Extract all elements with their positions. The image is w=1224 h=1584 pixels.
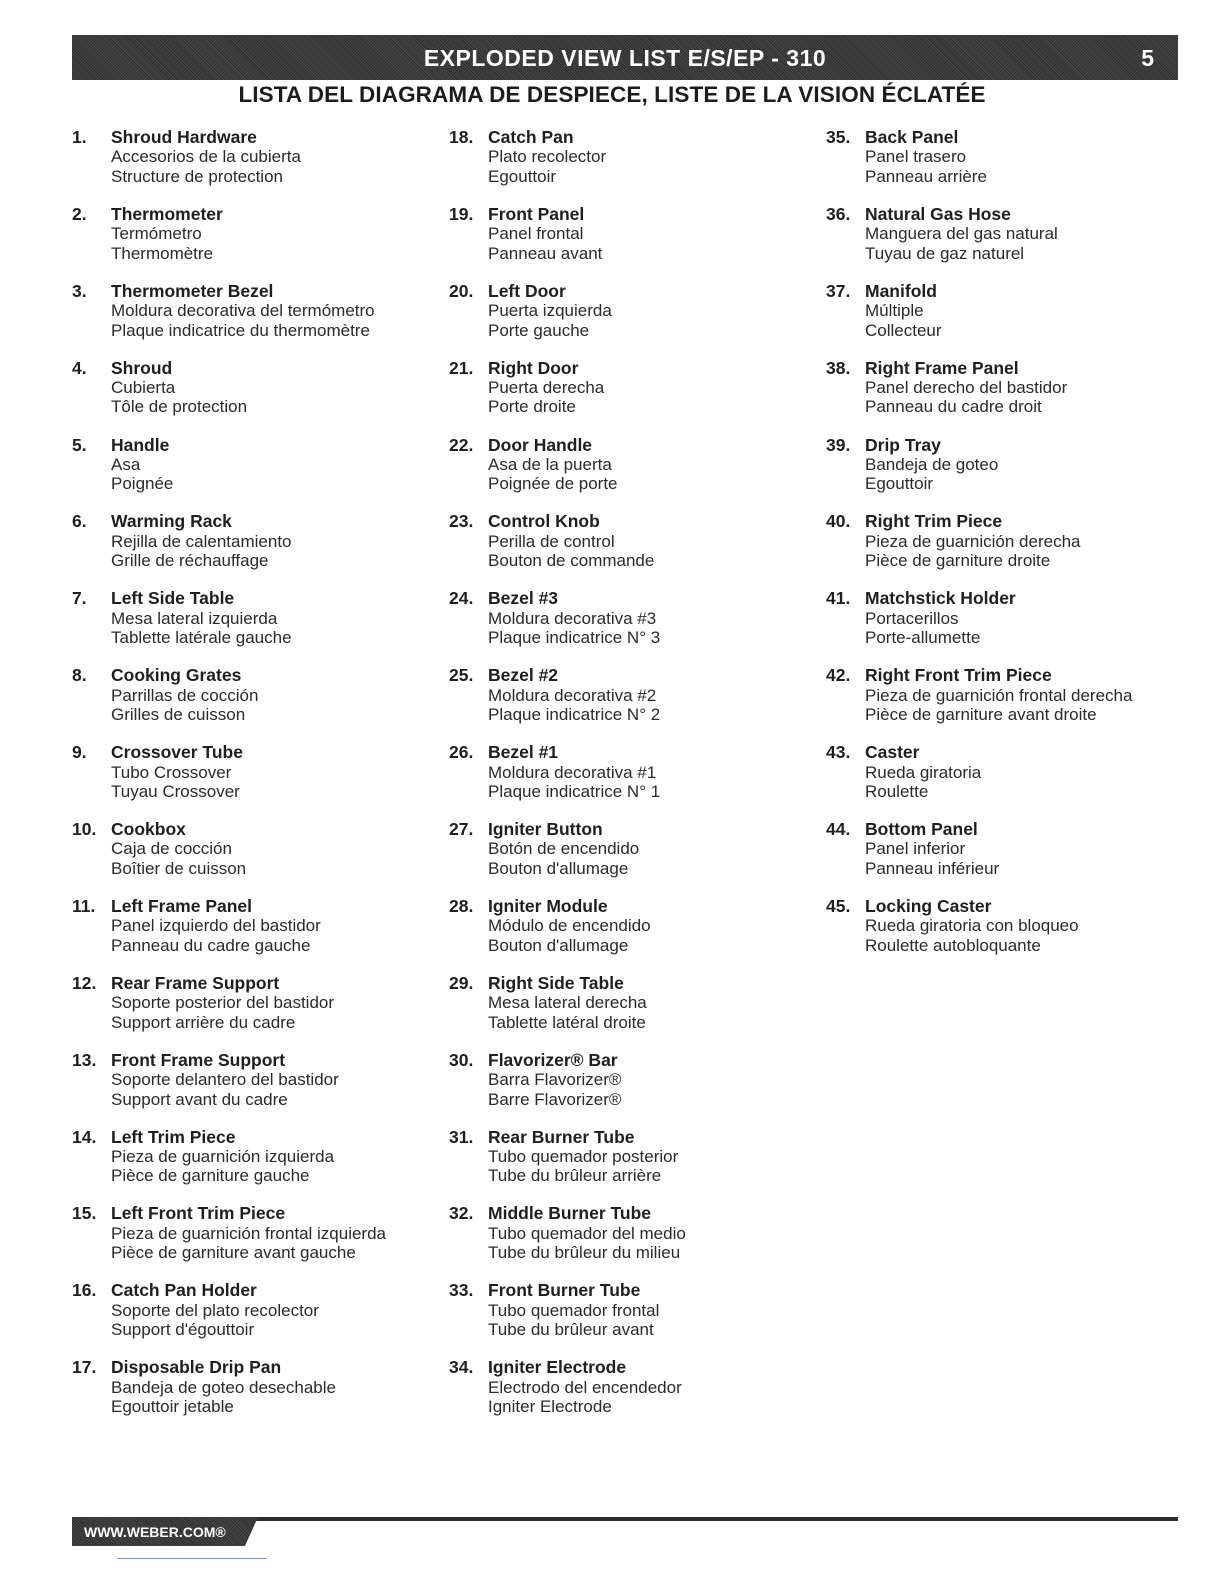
part-name-english: Thermometer Bezel bbox=[111, 280, 274, 301]
part-name-english: Flavorizer® Bar bbox=[488, 1049, 618, 1070]
part-name-spanish: Perilla de control bbox=[488, 531, 615, 551]
part-number: 42. bbox=[826, 665, 851, 686]
part-name-french: Pièce de garniture gauche bbox=[111, 1166, 310, 1186]
part-number: 21. bbox=[449, 357, 474, 378]
part-number: 3. bbox=[72, 280, 87, 301]
part-name-english: Igniter Button bbox=[488, 819, 603, 840]
part-number: 28. bbox=[449, 895, 474, 916]
list-item bbox=[449, 1358, 809, 1435]
list-item bbox=[449, 1128, 809, 1205]
list-item bbox=[826, 512, 1186, 589]
part-names bbox=[488, 512, 654, 570]
part-name-spanish: Puerta izquierda bbox=[488, 301, 612, 321]
part-name-english: Shroud bbox=[111, 357, 173, 378]
part-names bbox=[488, 1204, 686, 1262]
list-item bbox=[72, 205, 432, 282]
part-name-english: Right Front Trim Piece bbox=[865, 665, 1052, 686]
part-name-english: Catch Pan bbox=[488, 127, 574, 147]
part-number: 39. bbox=[826, 434, 851, 455]
part-number: 38. bbox=[826, 357, 851, 378]
list-item bbox=[72, 436, 432, 513]
part-number: 11. bbox=[72, 895, 96, 916]
list-item bbox=[826, 743, 1186, 820]
part-number: 14. bbox=[72, 1126, 97, 1147]
part-name-spanish: Parrillas de cocción bbox=[111, 685, 259, 705]
page-title: EXPLODED VIEW LIST E/S/EP - 310 bbox=[423, 45, 827, 71]
part-name-french: Panneau du cadre droit bbox=[865, 397, 1042, 417]
part-names bbox=[488, 1128, 678, 1186]
part-name-french: Plaque indicatrice du thermomètre bbox=[111, 320, 370, 340]
list-item bbox=[449, 974, 809, 1051]
part-name-spanish: Panel derecho del bastidor bbox=[865, 378, 1068, 398]
list-item bbox=[72, 974, 432, 1051]
part-name-french: Tablette latérale gauche bbox=[111, 628, 292, 648]
list-item bbox=[826, 820, 1186, 897]
part-names bbox=[111, 974, 334, 1032]
list-item bbox=[449, 820, 809, 897]
list-item bbox=[72, 128, 432, 205]
part-name-french: Tube du brûleur arrière bbox=[488, 1166, 662, 1186]
part-name-spanish: Soporte delantero del bastidor bbox=[111, 1070, 339, 1090]
part-names bbox=[488, 897, 651, 955]
part-name-spanish: Accesorios de la cubierta bbox=[111, 147, 301, 167]
list-item bbox=[72, 820, 432, 897]
list-item bbox=[72, 282, 432, 359]
part-name-french: Poignée bbox=[111, 474, 174, 494]
part-name-spanish: Barra Flavorizer® bbox=[488, 1070, 622, 1090]
part-names bbox=[488, 1281, 659, 1339]
part-name-french: Plaque indicatrice N° 3 bbox=[488, 628, 661, 648]
list-item bbox=[449, 1281, 809, 1358]
part-name-english: Control Knob bbox=[488, 511, 600, 532]
part-name-spanish: Puerta derecha bbox=[488, 378, 605, 398]
part-number: 23. bbox=[449, 511, 474, 532]
bottom-divider bbox=[117, 1558, 267, 1559]
page-number: 5 bbox=[1141, 45, 1154, 71]
list-item bbox=[449, 897, 809, 974]
part-names bbox=[865, 282, 942, 340]
part-name-spanish: Plato recolector bbox=[488, 147, 607, 167]
part-name-spanish: Moldura decorativa del termómetro bbox=[111, 301, 375, 321]
part-name-english: Back Panel bbox=[865, 127, 959, 147]
part-names bbox=[865, 205, 1058, 263]
part-number: 27. bbox=[449, 819, 474, 840]
part-names bbox=[111, 820, 246, 878]
part-name-english: Rear Frame Support bbox=[111, 972, 280, 993]
part-names bbox=[111, 589, 292, 647]
header-bar bbox=[72, 35, 1178, 80]
list-item bbox=[72, 743, 432, 820]
part-number: 18. bbox=[449, 127, 474, 147]
list-item bbox=[72, 589, 432, 666]
part-name-spanish: Tubo quemador frontal bbox=[488, 1300, 660, 1320]
part-names bbox=[488, 282, 612, 340]
parts-column-3 bbox=[826, 128, 1186, 974]
part-number: 2. bbox=[72, 203, 87, 224]
part-name-english: Igniter Electrode bbox=[488, 1357, 627, 1378]
part-name-french: Roulette autobloquante bbox=[865, 935, 1041, 955]
part-name-english: Bezel #1 bbox=[488, 742, 559, 763]
part-name-english: Natural Gas Hose bbox=[865, 203, 1011, 224]
list-item bbox=[72, 1281, 432, 1358]
part-names bbox=[865, 359, 1067, 417]
part-names bbox=[865, 589, 1016, 647]
part-name-french: Egouttoir bbox=[488, 166, 557, 186]
part-name-spanish: Mesa lateral izquierda bbox=[111, 608, 278, 628]
part-name-french: Tuyau de gaz naturel bbox=[865, 243, 1025, 263]
list-item bbox=[449, 743, 809, 820]
part-number: 17. bbox=[72, 1357, 97, 1378]
part-names bbox=[111, 666, 258, 724]
part-name-spanish: Soporte posterior del bastidor bbox=[111, 993, 335, 1013]
part-name-french: Bouton de commande bbox=[488, 551, 655, 571]
part-name-french: Grille de réchauffage bbox=[111, 551, 269, 571]
part-name-french: Poignée de porte bbox=[488, 474, 618, 494]
part-names bbox=[865, 512, 1080, 570]
part-name-english: Door Handle bbox=[488, 434, 593, 455]
part-number: 26. bbox=[449, 742, 474, 763]
part-name-spanish: Caja de cocción bbox=[111, 839, 232, 859]
part-number: 31. bbox=[449, 1126, 474, 1147]
part-name-english: Left Front Trim Piece bbox=[111, 1203, 286, 1224]
list-item bbox=[449, 1051, 809, 1128]
part-number: 6. bbox=[72, 511, 87, 532]
list-item bbox=[72, 897, 432, 974]
list-item bbox=[449, 589, 809, 666]
part-name-french: Panneau du cadre gauche bbox=[111, 935, 311, 955]
part-name-english: Caster bbox=[865, 742, 920, 763]
part-name-french: Pièce de garniture avant droite bbox=[865, 705, 1097, 725]
part-name-french: Tube du brûleur avant bbox=[488, 1320, 654, 1340]
part-number: 36. bbox=[826, 203, 851, 224]
part-name-english: Drip Tray bbox=[865, 434, 941, 455]
part-names bbox=[111, 359, 247, 417]
part-name-french: Pièce de garniture droite bbox=[865, 551, 1051, 571]
parts-column-1 bbox=[72, 128, 432, 1435]
part-name-english: Locking Caster bbox=[865, 895, 992, 916]
part-name-french: Roulette bbox=[865, 781, 929, 801]
list-item bbox=[72, 512, 432, 589]
list-item bbox=[72, 1051, 432, 1128]
part-name-french: Porte droite bbox=[488, 397, 576, 417]
part-name-english: Rear Burner Tube bbox=[488, 1126, 635, 1147]
list-item bbox=[72, 1358, 432, 1435]
part-number: 30. bbox=[449, 1049, 474, 1070]
part-name-spanish: Electrodo del encendedor bbox=[488, 1377, 682, 1397]
list-item bbox=[449, 205, 809, 282]
part-name-french: Bouton d'allumage bbox=[488, 858, 629, 878]
part-name-spanish: Soporte del plato recolector bbox=[111, 1300, 319, 1320]
part-name-spanish: Moldura decorativa #3 bbox=[488, 608, 657, 628]
part-name-french: Bouton d'allumage bbox=[488, 935, 629, 955]
part-number: 12. bbox=[72, 972, 97, 993]
part-names bbox=[111, 512, 292, 570]
part-name-english: Front Burner Tube bbox=[488, 1280, 641, 1301]
part-names bbox=[488, 359, 604, 417]
list-item bbox=[449, 1204, 809, 1281]
part-name-spanish: Múltiple bbox=[865, 301, 924, 321]
list-item bbox=[826, 359, 1186, 436]
part-name-french: Plaque indicatrice N° 1 bbox=[488, 781, 661, 801]
part-name-french: Thermomètre bbox=[111, 243, 214, 263]
part-names bbox=[111, 743, 243, 801]
list-item bbox=[826, 128, 1186, 205]
part-name-spanish: Pieza de guarnición frontal derecha bbox=[865, 685, 1133, 705]
part-name-french: Tube du brûleur du milieu bbox=[488, 1243, 681, 1263]
part-name-english: Cooking Grates bbox=[111, 665, 242, 686]
part-number: 1. bbox=[72, 127, 87, 147]
part-number: 45. bbox=[826, 895, 851, 916]
part-number: 16. bbox=[72, 1280, 97, 1301]
part-name-english: Warming Rack bbox=[111, 511, 232, 532]
part-name-spanish: Pieza de guarnición derecha bbox=[865, 531, 1081, 551]
part-name-french: Support avant du cadre bbox=[111, 1089, 288, 1109]
part-name-spanish: Rueda giratoria con bloqueo bbox=[865, 916, 1079, 936]
part-names bbox=[488, 743, 660, 801]
part-name-spanish: Pieza de guarnición frontal izquierda bbox=[111, 1223, 387, 1243]
part-name-french: Support d'égouttoir bbox=[111, 1320, 255, 1340]
part-number: 41. bbox=[826, 588, 851, 609]
part-name-spanish: Manguera del gas natural bbox=[865, 224, 1058, 244]
part-name-english: Bezel #2 bbox=[488, 665, 559, 686]
part-names bbox=[488, 436, 618, 494]
part-names bbox=[865, 897, 1079, 955]
part-name-spanish: Moldura decorativa #2 bbox=[488, 685, 657, 705]
part-number: 37. bbox=[826, 280, 851, 301]
part-number: 40. bbox=[826, 511, 851, 532]
part-number: 24. bbox=[449, 588, 474, 609]
page-subtitle: LISTA DEL DIAGRAMA DE DESPIECE, LISTE DE LA VISION ÉCLATÉE bbox=[238, 82, 986, 107]
part-name-french: Collecteur bbox=[865, 320, 942, 340]
part-name-english: Front Frame Support bbox=[111, 1049, 286, 1070]
part-name-french: Egouttoir bbox=[865, 474, 934, 494]
part-name-english: Bezel #3 bbox=[488, 588, 559, 609]
part-number: 9. bbox=[72, 742, 87, 763]
parts-column-2 bbox=[449, 128, 809, 1435]
part-name-english: Right Side Table bbox=[488, 972, 624, 993]
part-number: 15. bbox=[72, 1203, 97, 1224]
part-number: 43. bbox=[826, 742, 851, 763]
part-name-english: Crossover Tube bbox=[111, 742, 243, 763]
part-number: 32. bbox=[449, 1203, 474, 1224]
part-names bbox=[865, 743, 981, 801]
part-name-english: Cookbox bbox=[111, 819, 186, 840]
part-number: 10. bbox=[72, 819, 97, 840]
part-names bbox=[488, 205, 602, 263]
part-name-english: Front Panel bbox=[488, 203, 585, 224]
part-names bbox=[111, 1128, 334, 1186]
part-names bbox=[865, 820, 999, 878]
part-name-french: Panneau avant bbox=[488, 243, 603, 263]
part-names bbox=[488, 1051, 621, 1109]
part-number: 13. bbox=[72, 1049, 97, 1070]
part-names bbox=[111, 897, 321, 955]
part-names bbox=[111, 205, 223, 263]
part-names bbox=[488, 974, 647, 1032]
part-name-spanish: Termómetro bbox=[111, 224, 202, 244]
part-names bbox=[111, 128, 301, 186]
list-item bbox=[826, 436, 1186, 513]
part-name-english: Matchstick Holder bbox=[865, 588, 1016, 609]
part-name-spanish: Mesa lateral derecha bbox=[488, 993, 647, 1013]
list-item bbox=[449, 128, 809, 205]
part-names bbox=[488, 666, 660, 724]
part-name-spanish: Moldura decorativa #1 bbox=[488, 762, 657, 782]
part-number: 5. bbox=[72, 434, 87, 455]
list-item bbox=[449, 666, 809, 743]
part-name-spanish: Rejilla de calentamiento bbox=[111, 531, 292, 551]
list-item bbox=[72, 1128, 432, 1205]
part-names bbox=[111, 1051, 339, 1109]
part-names bbox=[111, 1358, 336, 1416]
part-names bbox=[111, 282, 375, 340]
list-item bbox=[449, 282, 809, 359]
part-number: 35. bbox=[826, 127, 851, 147]
part-name-spanish: Tubo quemador posterior bbox=[488, 1146, 679, 1166]
part-name-english: Left Door bbox=[488, 280, 566, 301]
part-name-spanish: Asa bbox=[111, 454, 141, 474]
part-name-english: Shroud Hardware bbox=[111, 127, 257, 147]
part-name-english: Disposable Drip Pan bbox=[111, 1357, 282, 1378]
part-names bbox=[488, 589, 660, 647]
part-name-english: Right Door bbox=[488, 357, 579, 378]
part-number: 44. bbox=[826, 819, 851, 840]
part-name-french: Pièce de garniture avant gauche bbox=[111, 1243, 356, 1263]
part-name-french: Egouttoir jetable bbox=[111, 1397, 234, 1417]
part-number: 19. bbox=[449, 203, 474, 224]
part-name-french: Tôle de protection bbox=[111, 397, 248, 417]
part-name-french: Support arrière du cadre bbox=[111, 1012, 296, 1032]
part-names bbox=[488, 1358, 682, 1416]
part-name-spanish: Tubo Crossover bbox=[111, 762, 232, 782]
part-name-french: Boîtier de cuisson bbox=[111, 858, 247, 878]
part-name-english: Left Frame Panel bbox=[111, 895, 253, 916]
part-number: 20. bbox=[449, 280, 474, 301]
part-name-french: Plaque indicatrice N° 2 bbox=[488, 705, 661, 725]
part-name-french: Tuyau Crossover bbox=[111, 781, 240, 801]
part-number: 25. bbox=[449, 665, 474, 686]
part-name-spanish: Panel frontal bbox=[488, 224, 584, 244]
part-name-french: Tablette latéral droite bbox=[488, 1012, 646, 1032]
part-name-french: Igniter Electrode bbox=[488, 1397, 612, 1417]
part-name-spanish: Asa de la puerta bbox=[488, 454, 612, 474]
list-item bbox=[826, 666, 1186, 743]
list-item bbox=[72, 666, 432, 743]
part-name-french: Porte-allumette bbox=[865, 628, 981, 648]
part-names bbox=[111, 1281, 319, 1339]
part-name-spanish: Bandeja de goteo desechable bbox=[111, 1377, 336, 1397]
part-name-spanish: Panel trasero bbox=[865, 147, 967, 167]
part-number: 34. bbox=[449, 1357, 474, 1378]
part-names bbox=[865, 128, 987, 186]
part-name-spanish: Pieza de guarnición izquierda bbox=[111, 1146, 335, 1166]
part-names bbox=[865, 436, 998, 494]
part-name-spanish: Bandeja de goteo bbox=[865, 454, 999, 474]
part-number: 29. bbox=[449, 972, 474, 993]
part-name-french: Porte gauche bbox=[488, 320, 590, 340]
part-name-french: Grilles de cuisson bbox=[111, 705, 246, 725]
part-name-english: Right Frame Panel bbox=[865, 357, 1019, 378]
part-name-spanish: Cubierta bbox=[111, 378, 176, 398]
part-number: 22. bbox=[449, 434, 474, 455]
part-names bbox=[488, 820, 639, 878]
footer-url: WWW.WEBER.COM® bbox=[84, 1524, 226, 1540]
part-name-english: Manifold bbox=[865, 280, 937, 301]
part-name-english: Handle bbox=[111, 434, 170, 455]
part-name-french: Panneau inférieur bbox=[865, 858, 1000, 878]
part-number: 7. bbox=[72, 588, 87, 609]
part-number: 8. bbox=[72, 665, 87, 686]
part-name-spanish: Panel inferior bbox=[865, 839, 966, 859]
part-names bbox=[111, 436, 173, 494]
list-item bbox=[72, 359, 432, 436]
list-item bbox=[826, 589, 1186, 666]
part-names bbox=[488, 128, 606, 186]
part-name-english: Right Trim Piece bbox=[865, 511, 1003, 532]
list-item bbox=[826, 205, 1186, 282]
part-name-english: Middle Burner Tube bbox=[488, 1203, 652, 1224]
part-name-spanish: Módulo de encendido bbox=[488, 916, 651, 936]
part-name-english: Catch Pan Holder bbox=[111, 1280, 257, 1301]
part-name-spanish: Portacerillos bbox=[865, 608, 959, 628]
part-name-spanish: Rueda giratoria bbox=[865, 762, 982, 782]
part-name-spanish: Tubo quemador del medio bbox=[488, 1223, 686, 1243]
part-name-english: Igniter Module bbox=[488, 895, 608, 916]
part-name-french: Structure de protection bbox=[111, 166, 283, 186]
part-number: 33. bbox=[449, 1280, 474, 1301]
part-name-spanish: Panel izquierdo del bastidor bbox=[111, 916, 321, 936]
part-name-french: Barre Flavorizer® bbox=[488, 1089, 622, 1109]
part-name-english: Left Side Table bbox=[111, 588, 235, 609]
part-name-english: Thermometer bbox=[111, 203, 223, 224]
list-item bbox=[826, 282, 1186, 359]
part-name-english: Left Trim Piece bbox=[111, 1126, 236, 1147]
part-names bbox=[111, 1204, 386, 1262]
part-number: 4. bbox=[72, 357, 87, 378]
list-item bbox=[449, 512, 809, 589]
part-name-english: Bottom Panel bbox=[865, 819, 978, 840]
part-name-spanish: Botón de encendido bbox=[488, 839, 640, 859]
part-name-french: Panneau arrière bbox=[865, 166, 987, 186]
part-names bbox=[865, 666, 1132, 724]
list-item bbox=[449, 359, 809, 436]
list-item bbox=[826, 897, 1186, 974]
list-item bbox=[72, 1204, 432, 1281]
list-item bbox=[449, 436, 809, 513]
